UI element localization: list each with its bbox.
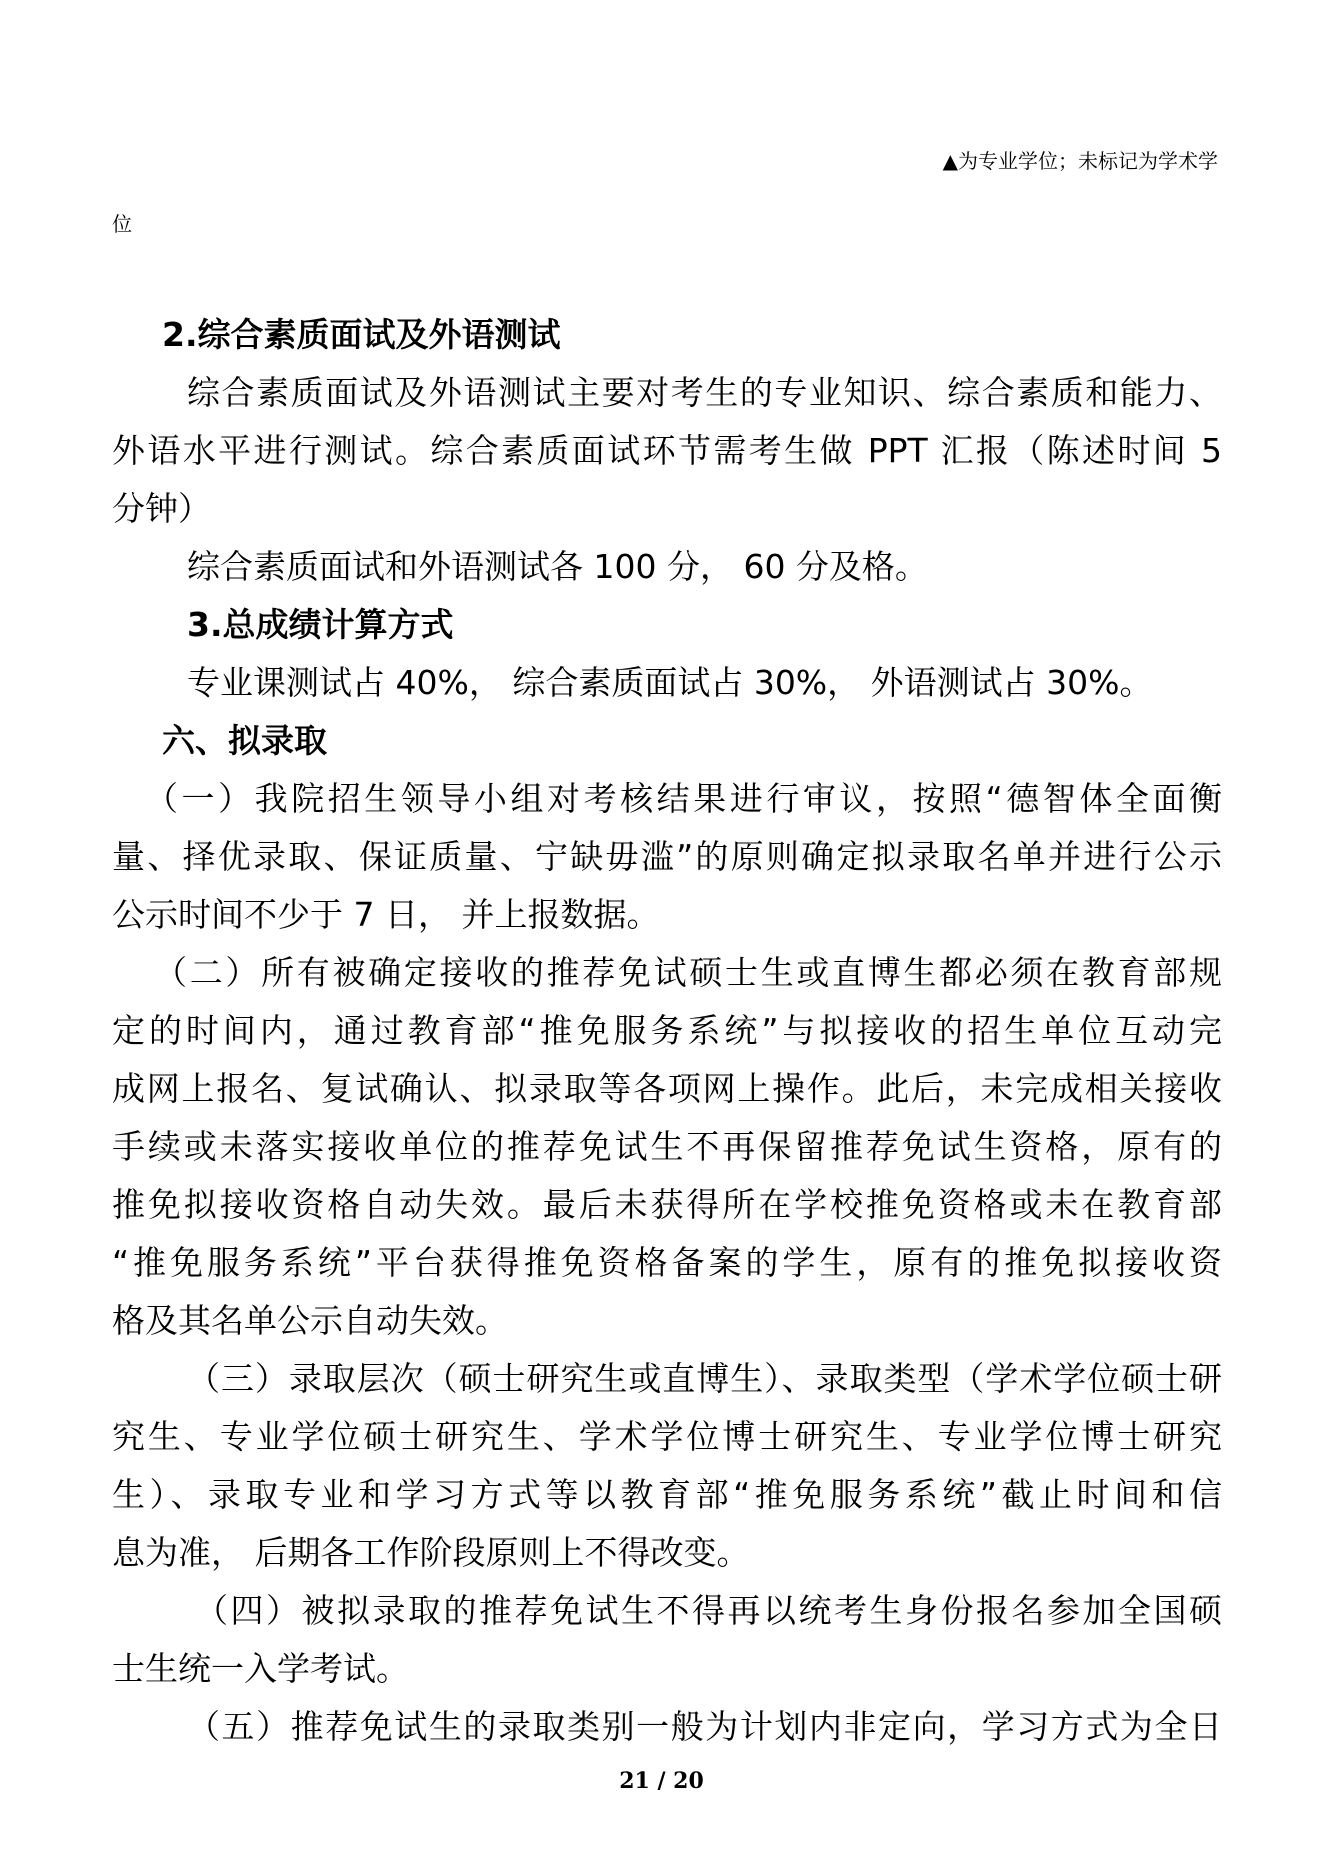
- body-line: 公示时间不少于 7 日， 并上报数据。: [112, 895, 660, 934]
- section-heading: 3.总成绩计算方式: [187, 605, 454, 644]
- page-number: 21 / 20: [619, 1768, 704, 1794]
- document-body: [112, 306, 1222, 1756]
- body-line: 量、择优录取、保证质量、宁缺毋滥”的原则确定拟录取名单并进行公示: [112, 837, 1222, 876]
- body-line: 综合素质面试和外语测试各 100 分， 60 分及格。: [187, 547, 928, 586]
- body-line: （五）推荐免试生的录取类别一般为计划内非定向，学习方式为全日: [187, 1707, 1222, 1746]
- body-line: 手续或未落实接收单位的推荐免试生不再保留推荐免试生资格，原有的: [112, 1127, 1222, 1166]
- body-line: 格及其名单公示自动失效。: [112, 1301, 508, 1340]
- body-line: 生）、录取专业和学习方式等以教育部“推免服务系统”截止时间和信: [112, 1475, 1222, 1514]
- degree-type-note-continued: 位: [112, 212, 132, 236]
- body-line: 士生统一入学考试。: [112, 1649, 409, 1688]
- body-line: 成网上报名、复试确认、拟录取等各项网上操作。此后，未完成相关接收: [112, 1069, 1222, 1108]
- body-line: “推免服务系统”平台获得推免资格备案的学生，原有的推免拟接收资: [112, 1243, 1222, 1282]
- body-line: 分钟）: [112, 489, 211, 528]
- body-line: （三）录取层次（硕士研究生或直博生）、录取类型（学术学位硕士研: [187, 1359, 1222, 1398]
- body-line: 综合素质面试及外语测试主要对考生的专业知识、综合素质和能力、: [187, 373, 1222, 412]
- degree-type-note: ▲为专业学位；未标记为学术学: [942, 149, 1218, 173]
- body-line: 究生、专业学位硕士研究生、学术学位博士研究生、专业学位博士研究: [112, 1417, 1222, 1456]
- body-line: 息为准， 后期各工作阶段原则上不得改变。: [112, 1533, 750, 1572]
- body-line: 定的时间内，通过教育部“推免服务系统”与拟接收的招生单位互动完: [112, 1011, 1222, 1050]
- body-line: （二）所有被确定接收的推荐免试硕士生或直博生都必须在教育部规: [154, 953, 1222, 992]
- body-line: 专业课测试占 40%， 综合素质面试占 30%， 外语测试占 30%。: [187, 663, 1153, 702]
- body-line: （四）被拟录取的推荐免试生不得再以统考生身份报名参加全国硕: [195, 1591, 1222, 1630]
- body-line: （一）我院招生领导小组对考核结果进行审议，按照“德智体全面衡: [145, 779, 1222, 818]
- section-heading: 2.综合素质面试及外语测试: [162, 315, 561, 354]
- body-line: 推免拟接收资格自动失效。最后未获得所在学校推免资格或未在教育部: [112, 1185, 1222, 1224]
- section-heading: 六、拟录取: [162, 721, 327, 760]
- body-line: 外语水平进行测试。综合素质面试环节需考生做 PPT 汇报（陈述时间 5: [112, 431, 1222, 470]
